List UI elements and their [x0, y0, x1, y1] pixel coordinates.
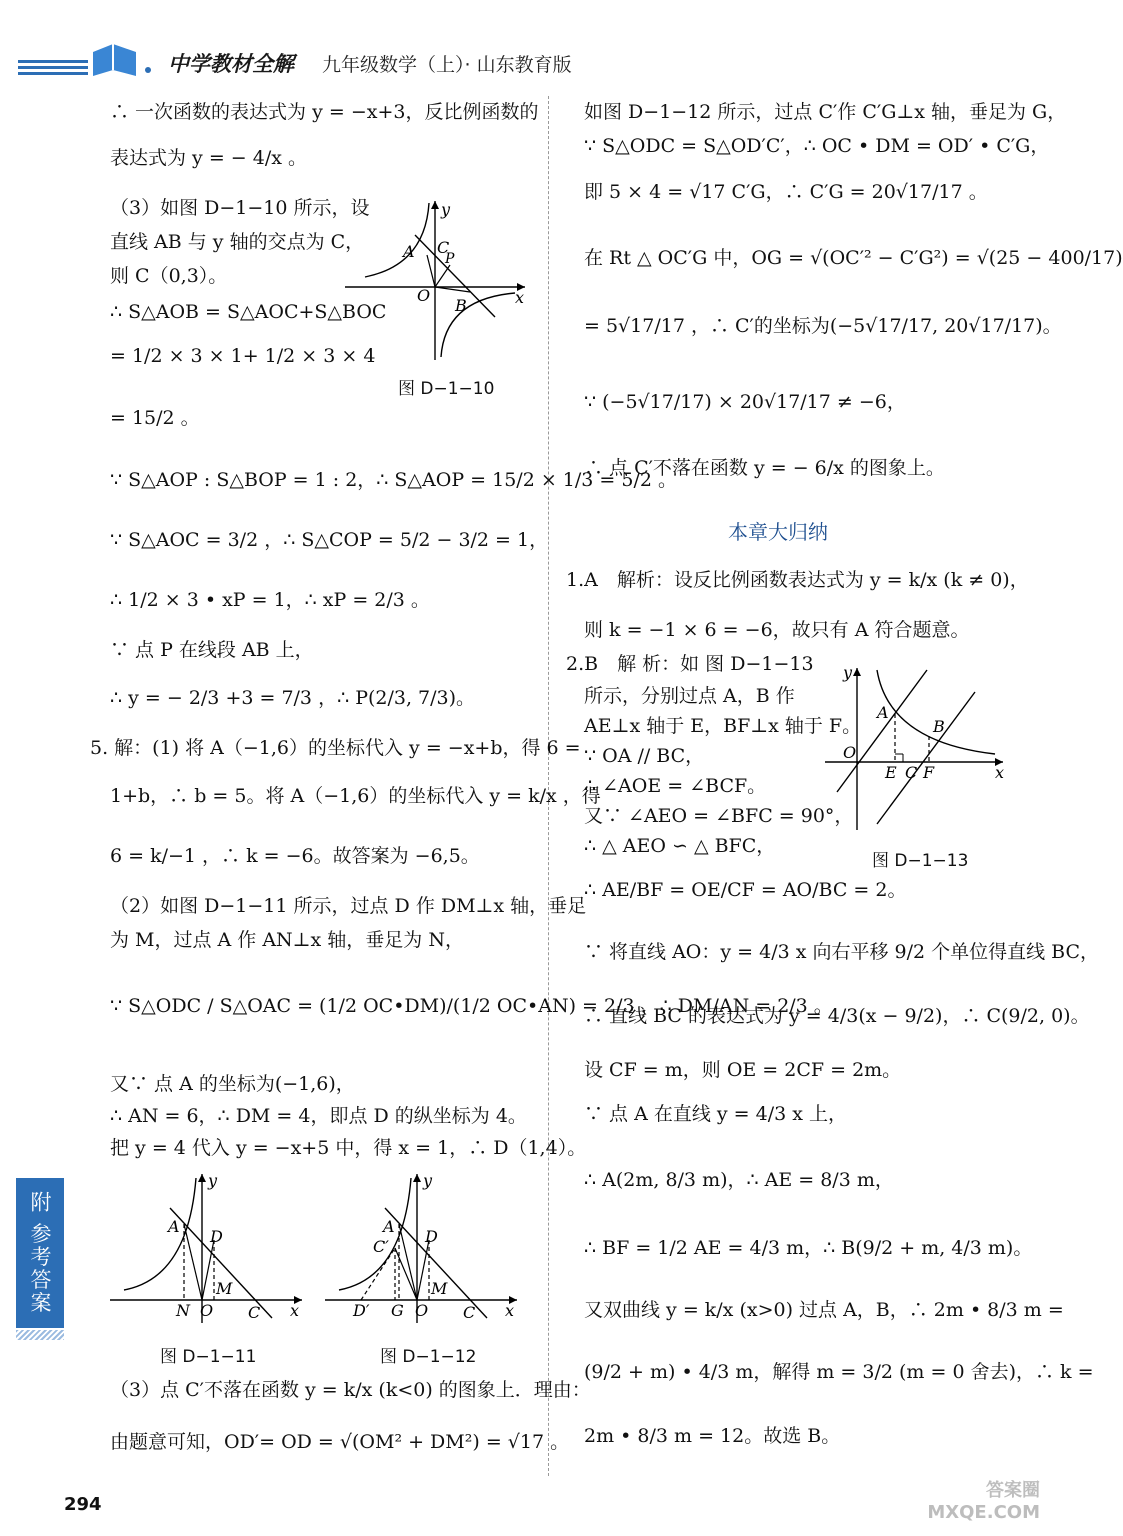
svg-text:O: O	[843, 743, 857, 762]
left-line-7: = 1/2 × 3 × 1+ 1/2 × 3 × 4	[110, 345, 376, 367]
figure-d-1-11-caption: 图 D−1−11	[160, 1347, 257, 1367]
left-line-11: ∴ 1/2 × 3 • xP = 1，∴ xP = 2/3 。	[110, 589, 430, 611]
page-number: 294	[64, 1494, 102, 1515]
section-title: 本章大归纳	[728, 520, 828, 544]
svg-text:G: G	[391, 1301, 404, 1320]
right-line-1: 如图 D−1−12 所示，过点 C′作 C′G⊥x 轴，垂足为 G，	[584, 101, 1067, 123]
svg-text:C: C	[905, 763, 918, 782]
svg-text:A: A	[877, 703, 889, 722]
right-line-10: 2.B 解 析：如 图 D−1−13	[566, 653, 814, 675]
svg-text:P: P	[445, 251, 455, 267]
right-line-2: ∵ S△ODC = S△OD′C′，∴ OC • DM = OD′ • C′G，	[584, 135, 1050, 157]
right-line-14: ∴ ∠AOE = ∠BCF。	[584, 775, 767, 797]
svg-text:F: F	[923, 763, 935, 782]
svg-text:C′: C′	[373, 1237, 389, 1256]
figure-d-1-12-caption: 图 D−1−12	[380, 1347, 477, 1367]
left-line-22: 把 y = 4 代入 y = −x+5 中，得 x = 1，∴ D（1,4）。	[110, 1137, 587, 1159]
left-line-13: ∴ y = − 2/3 +3 = 7/3 ，∴ P(2/3, 7/3)。	[110, 687, 476, 709]
left-line-16: 6 = k/−1 ，∴ k = −6。故答案为 −6,5。	[110, 845, 480, 867]
left-line-4: 直线 AB 与 y 轴的交点为 C，	[110, 231, 365, 253]
header-logo	[18, 42, 158, 82]
right-line-25: (9/2 + m) • 4/3 m，解得 m = 3/2 (m = 0 舍去)，∴ k =	[584, 1361, 1094, 1383]
watermark-logo: 答案圈 MXQE.COM	[927, 1480, 1040, 1523]
svg-text:y: y	[208, 1171, 218, 1190]
figure-d-1-10-caption: 图 D−1−10	[398, 379, 495, 399]
svg-text:C: C	[248, 1303, 261, 1322]
left-line-17: （2）如图 D−1−11 所示，过点 D 作 DM⊥x 轴，垂足	[110, 895, 587, 917]
right-line-5: = 5√17/17 ，∴ C′的坐标为(−5√17/17, 20√17/17)。	[584, 315, 1062, 337]
figure-d-1-10	[345, 195, 535, 365]
figure-d-1-12	[325, 1168, 525, 1328]
svg-text:x: x	[505, 1301, 515, 1320]
svg-text:x: x	[290, 1301, 300, 1320]
right-line-7: ∴ 点 C′不落在函数 y = − 6/x 的图象上。	[584, 457, 945, 479]
right-line-19: ∴ 直线 BC 的表达式为 y = 4/3(x − 9/2)，∴ C(9/2, 0)。	[584, 1005, 1090, 1027]
right-line-6: ∵ (−5√17/17) × 20√17/17 ≠ −6，	[584, 391, 906, 413]
right-line-11: 所示，分别过点 A，B 作	[584, 685, 795, 707]
left-line-10: ∵ S△AOC = 3/2 ，∴ S△COP = 5/2 − 3/2 = 1，	[110, 529, 549, 551]
left-line-21: ∴ AN = 6，∴ DM = 4，即点 D 的纵坐标为 4。	[110, 1105, 527, 1127]
svg-text:M: M	[216, 1279, 233, 1298]
right-line-23: ∴ BF = 1/2 AE = 4/3 m，∴ B(9/2 + m, 4/3 m)。	[584, 1237, 1033, 1259]
left-line-14: 5. 解：(1) 将 A（−1,6）的坐标代入 y = −x+b，得 6 =	[90, 737, 581, 759]
right-line-4: 在 Rt △ OC′G 中，OG = √(OC′² − C′G²) = √(25 − 400/17)	[584, 247, 1123, 269]
left-line-3: （3）如图 D−1−10 所示，设	[110, 197, 370, 219]
left-line-2: 表达式为 y = − 4/x 。	[110, 147, 307, 169]
left-line-15: 1+b，∴ b = 5。将 A（−1,6）的坐标代入 y = k/x ，得	[110, 785, 601, 807]
left-line-5: 则 C（0,3）。	[110, 265, 228, 287]
right-line-21: ∵ 点 A 在直线 y = 4/3 x 上，	[584, 1103, 847, 1125]
header-subtitle: 九年级数学（上）· 山东教育版	[322, 54, 572, 76]
left-line-20: 又∵ 点 A 的坐标为(−1,6)，	[110, 1073, 355, 1095]
svg-text:C: C	[463, 1303, 476, 1322]
figure-d-1-13-caption: 图 D−1−13	[872, 851, 969, 871]
svg-text:O: O	[415, 1301, 429, 1320]
side-tab-appendix: 附 参考答案	[16, 1178, 64, 1328]
figure-d-1-13	[825, 662, 1010, 834]
svg-text:A: A	[168, 1217, 180, 1236]
right-line-17: ∴ AE/BF = OE/CF = AO/BC = 2。	[584, 879, 907, 901]
svg-text:N: N	[176, 1301, 190, 1320]
svg-text:B: B	[455, 296, 467, 315]
right-line-3: 即 5 × 4 = √17 C′G，∴ C′G = 20√17/17 。	[584, 181, 988, 203]
svg-text:D′: D′	[353, 1301, 370, 1320]
svg-text:A: A	[383, 1217, 395, 1236]
figure-d-1-11	[110, 1168, 310, 1328]
left-line-12: ∵ 点 P 在线段 AB 上，	[110, 639, 314, 661]
svg-text:y: y	[441, 200, 451, 219]
left-line-6: ∴ S△AOB = S△AOC+S△BOC	[110, 301, 387, 323]
svg-text:O: O	[417, 286, 431, 305]
svg-text:O: O	[200, 1301, 214, 1320]
side-tab-stripes	[16, 1330, 64, 1340]
left-line-23: （3）点 C′不落在函数 y = k/x (k<0) 的图象上．理由：	[110, 1379, 591, 1401]
right-line-16: ∴ △ AEO ∽ △ BFC，	[584, 835, 776, 857]
right-line-8: 1.A 解析：设反比例函数表达式为 y = k/x (k ≠ 0)，	[566, 569, 1029, 591]
svg-text:x: x	[995, 763, 1005, 782]
right-line-20: 设 CF = m，则 OE = 2CF = 2m。	[584, 1059, 902, 1081]
svg-text:y: y	[423, 1171, 433, 1190]
left-line-1: ∴ 一次函数的表达式为 y = −x+3，反比例函数的	[110, 101, 539, 123]
left-line-18: 为 M，过点 A 作 AN⊥x 轴，垂足为 N，	[110, 929, 464, 951]
svg-text:E: E	[885, 763, 897, 782]
left-line-24: 由题意可知，OD′= OD = √(OM² + DM²) = √17 。	[110, 1431, 570, 1453]
svg-text:D: D	[210, 1227, 223, 1246]
svg-text:M: M	[431, 1279, 448, 1298]
svg-text:A: A	[403, 242, 415, 261]
svg-text:D: D	[425, 1227, 438, 1246]
book-logo-icon	[18, 42, 158, 82]
svg-text:y: y	[843, 663, 853, 682]
svg-text:C: C	[437, 238, 450, 257]
right-line-26: 2m • 8/3 m = 12。故选 B。	[584, 1425, 841, 1447]
left-line-19: ∵ S△ODC / S△OAC = (1/2 OC•DM)/(1/2 OC•AN) = 2/3 ，∴ DM/AN = 2/3 。	[110, 995, 833, 1017]
right-line-22: ∴ A(2m, 8/3 m)，∴ AE = 8/3 m，	[584, 1169, 894, 1191]
right-line-13: ∵ OA // BC，	[584, 745, 705, 767]
right-line-24: 又双曲线 y = k/x (x>0) 过点 A，B，∴ 2m • 8/3 m =	[584, 1299, 1064, 1321]
left-line-9: ∵ S△AOP : S△BOP = 1 : 2，∴ S△AOP = 15/2 × 1/3 = 5/2 。	[110, 469, 677, 491]
right-line-15: 又∵ ∠AEO = ∠BFC = 90°，	[584, 805, 854, 827]
right-line-9: 则 k = −1 × 6 = −6，故只有 A 符合题意。	[584, 619, 970, 641]
left-line-8: = 15/2 。	[110, 407, 200, 429]
right-line-18: ∵ 将直线 AO：y = 4/3 x 向右平移 9/2 个单位得直线 BC，	[584, 941, 1100, 963]
right-line-12: AE⊥x 轴于 E，BF⊥x 轴于 F。	[584, 715, 862, 737]
header-title: 中学教材全解	[168, 52, 294, 76]
svg-text:B: B	[933, 717, 945, 736]
svg-text:x: x	[515, 288, 525, 307]
